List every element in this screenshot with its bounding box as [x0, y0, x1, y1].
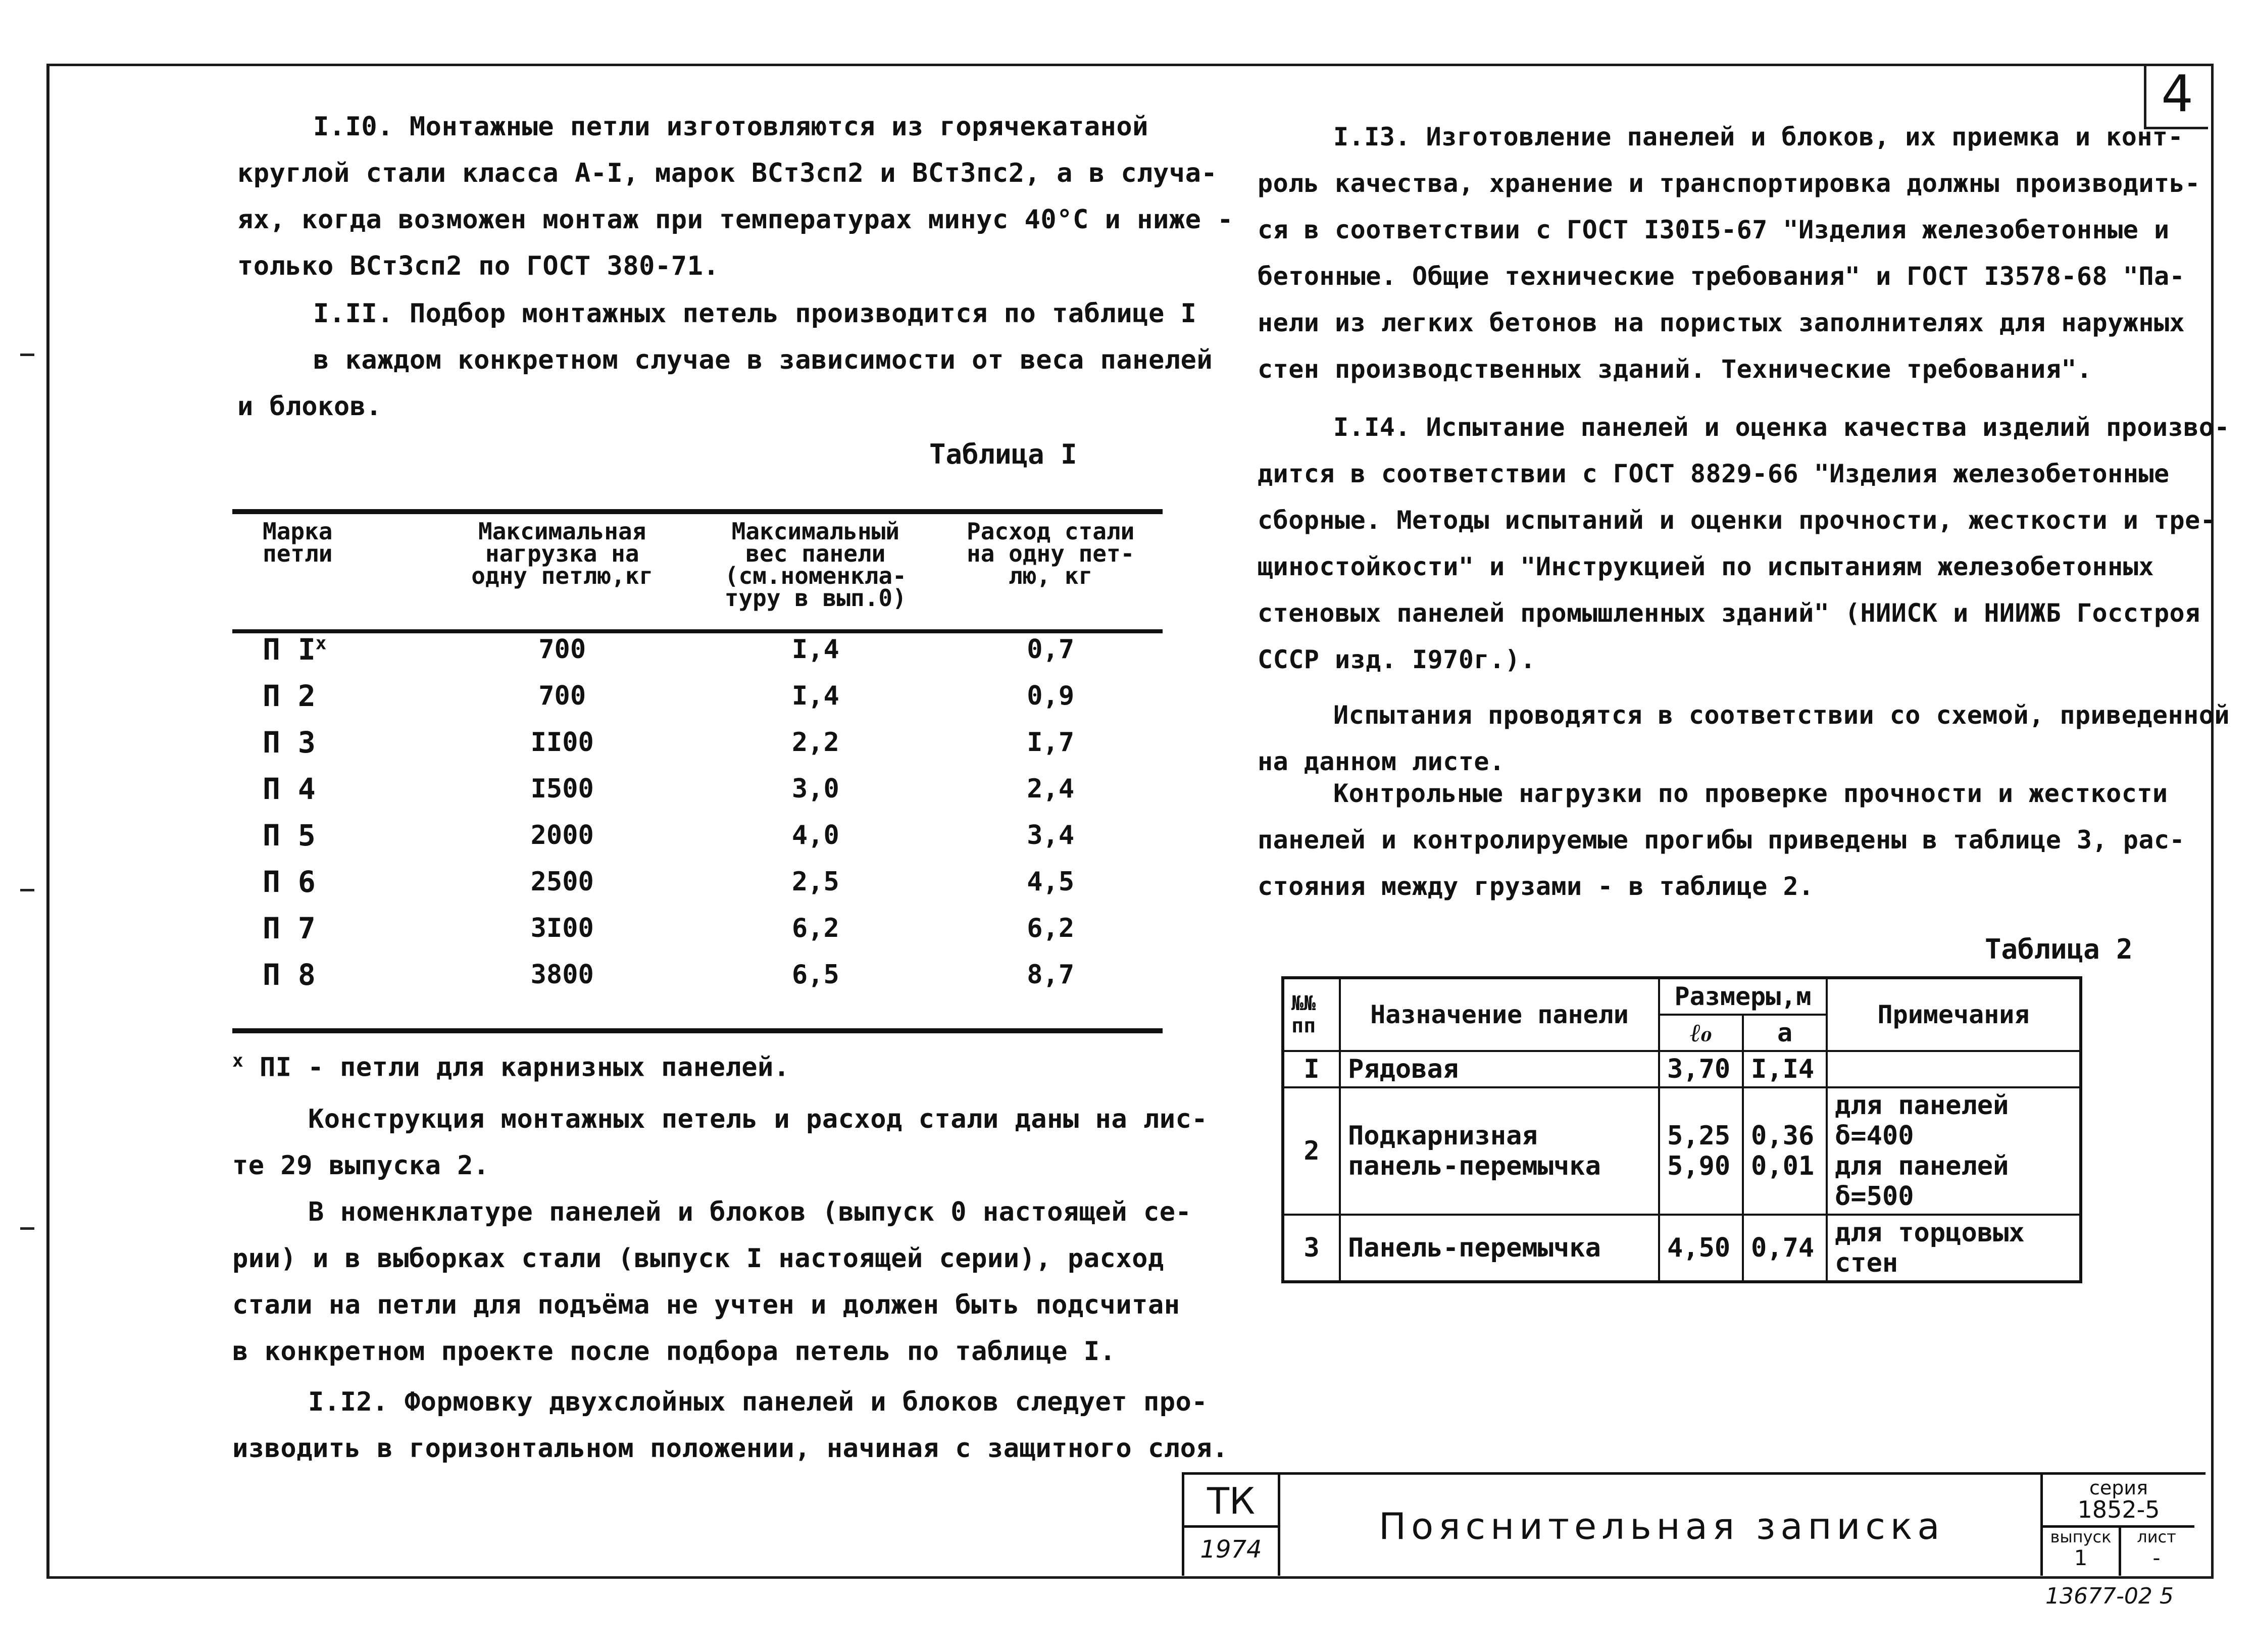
table2-cell-a: 0,36 0,01 [1743, 1087, 1827, 1215]
text-line: СССР изд. I970г.). [1258, 645, 1536, 674]
text-line: изводить в горизонтальном положении, начиная с защитного слоя. [232, 1433, 1229, 1464]
table2-cell-l0: 5,25 5,90 [1659, 1087, 1743, 1215]
table1-cell: 4,0 [791, 820, 839, 850]
margin-tick [20, 889, 34, 891]
table1-cell: 3I00 [530, 913, 594, 943]
table1-row [232, 905, 1163, 952]
paragraph-1-11 [237, 290, 1213, 430]
table1-cell: 3,4 [1027, 820, 1075, 850]
text-line: рии) и в выборках стали (выпуск I настоящей серии), расход [232, 1243, 1164, 1274]
header-text: Марка петли [263, 518, 333, 567]
table2-cell-purpose: Рядовая [1340, 1051, 1659, 1087]
paragraph-1-12 [232, 1379, 1228, 1472]
table1-row [232, 859, 1163, 905]
table1-header [938, 505, 1163, 626]
header-text: №№ пп [1291, 992, 1316, 1037]
table2-cell-num: 2 [1283, 1087, 1340, 1215]
table1-cell: 6,5 [791, 960, 839, 990]
text-line: стали на петли для подъёма не учтен и должен быть подсчитан [232, 1290, 1180, 1320]
table1-cell: 0,9 [1027, 681, 1075, 711]
text-line: в каждом конкретном случае в зависимости от веса панелей [313, 345, 1213, 375]
table2-cell-note [1827, 1051, 2081, 1087]
table1-cell: 6,2 [791, 913, 839, 943]
table1-cell: 2,2 [791, 727, 839, 758]
table1-cell: 2500 [530, 867, 594, 897]
table2-body [1283, 1051, 2081, 1282]
text-line: стояния между грузами - в таблице 2. [1258, 872, 1814, 901]
table1-cell: П 4 [263, 772, 316, 806]
text-line: те 29 выпуска 2. [232, 1150, 489, 1181]
text-line: только ВСт3сп2 по ГОСТ 380-71. [237, 251, 720, 281]
text-line: стеновых панелей промышленных зданий" (НИИСК и НИИЖБ Госстроя [1258, 598, 2200, 628]
footnote-marker: x [232, 1050, 244, 1071]
table1-row [232, 812, 1163, 859]
table2-row [1283, 1215, 2081, 1282]
paragraph-loads [1258, 770, 2185, 910]
table1-cell: II00 [530, 727, 594, 758]
table2-cell-l0: 4,50 [1659, 1215, 1743, 1282]
table1-cell: П 8 [263, 958, 316, 992]
stamp-issue-label: выпуск [2050, 1527, 2112, 1546]
table1-header [692, 505, 938, 626]
table1-cell: 6,2 [1027, 913, 1075, 943]
table1-cell: 3,0 [791, 774, 839, 804]
text-line: I.I4. Испытание панелей и оценка качества изделий произво- [1333, 413, 2230, 442]
text-line: панелей и контролируемые прогибы приведены в таблице 3, рас- [1258, 825, 2185, 855]
table1-row [232, 766, 1163, 812]
text-line: I.I0. Монтажные петли изготовляются из горячекатаной [313, 112, 1148, 142]
table2-header-a: а [1743, 1015, 1827, 1051]
text-line: I.I3. Изготовление панелей и блоков, их приемка и конт- [1333, 122, 2184, 152]
table2-cell-a: I,I4 [1743, 1051, 1827, 1087]
text-line: круглой стали класса А-I, марок ВСт3сп2 и ВСт3пс2, а в случа- [237, 158, 1218, 188]
table1-header [232, 505, 432, 626]
table2-row [1283, 1051, 2081, 1087]
table1-cell: 2000 [530, 820, 594, 850]
footnote-marker: x [315, 633, 327, 654]
stamp-org-cell [1182, 1475, 1280, 1576]
text-line: бетонные. Общие технические требования" и ГОСТ I3578-68 "Па- [1258, 262, 2185, 291]
stamp-divider [1184, 1525, 1278, 1528]
table2-cell-note: для панелей δ=400 для панелей δ=500 [1827, 1087, 2081, 1215]
stamp-year: 1974 [1200, 1535, 1262, 1564]
text-line: ях, когда возможен монтаж при температурах минус 40°С и ниже - [237, 205, 1234, 235]
table1-cell: I,4 [791, 634, 839, 665]
table1-caption: Таблица I [929, 438, 1077, 470]
footnote-text: ПI - петли для карнизных панелей. [260, 1052, 790, 1083]
table1-cell: I,7 [1027, 727, 1075, 758]
paragraph-1-13 [1258, 114, 2200, 392]
text-line: роль качества, хранение и транспортировка должны производить- [1258, 169, 2200, 198]
text-line: на данном листе. [1258, 747, 1505, 776]
table2-cell-a: 0,74 [1743, 1215, 1827, 1282]
text-line: дится в соответствии с ГОСТ 8829-66 "Изделия железобетонные [1258, 459, 2170, 488]
table1-row [232, 952, 1163, 998]
table1-cell: 0,7 [1027, 634, 1075, 665]
paragraph-steel [232, 1096, 1208, 1375]
table1-row [232, 719, 1163, 766]
text-line: ся в соответствии с ГОСТ I30I5-67 "Изделия железобетонные и [1258, 215, 2170, 244]
text-line: и блоков. [237, 391, 382, 422]
table2-header-purpose: Назначение панели [1340, 978, 1659, 1051]
table1-cell: 700 [538, 681, 586, 711]
stamp-sheet-label: лист [2137, 1527, 2176, 1546]
table2-cell-purpose: Подкарнизная панель-перемычка [1340, 1087, 1659, 1215]
stamp-sheet: - [2152, 1545, 2161, 1570]
text-line: нели из легких бетонов на пористых заполнителях для наружных [1258, 308, 2185, 337]
table2-header-num [1283, 978, 1340, 1051]
header-text: Расход стали на одну пет- лю, кг [967, 518, 1135, 589]
text-line: щиностойкости" и "Инструкцией по испытаниям железобетонных [1258, 552, 2154, 581]
table2-cell-purpose: Панель-перемычка [1340, 1215, 1659, 1282]
table2-row [1283, 1087, 2081, 1215]
stamp-org: ТК [1207, 1480, 1256, 1522]
text-line: Конструкция монтажных петель и расход стали даны на лис- [308, 1104, 1208, 1134]
table1-row [232, 673, 1163, 719]
table1-row [232, 626, 1163, 673]
table1-cell: П 5 [263, 818, 316, 853]
table1-cell: 700 [538, 634, 586, 665]
table2-cell-num: 3 [1283, 1215, 1340, 1282]
table2-header-notes: Примечания [1827, 978, 2081, 1051]
text-line: стен производственных зданий. Технические требования". [1258, 355, 2092, 384]
table2-cell-note: для торцовых стен [1827, 1215, 2081, 1282]
table1-cell: 3800 [530, 960, 594, 990]
paragraph-1-10 [237, 104, 1233, 289]
table1-cell: I500 [530, 774, 594, 804]
table1-cell: 2,4 [1027, 774, 1075, 804]
stamp-series-label: серия [2089, 1477, 2148, 1499]
table1-cell: П 6 [263, 865, 316, 899]
header-text: Максимальный вес панели (см.номенкла- туру в вып.0) [724, 518, 907, 612]
table-2 [1281, 976, 2082, 1283]
text-line: Испытания проводятся в соответствии со схемой, приведенной [1333, 700, 2230, 730]
text-line: В номенклатуре панелей и блоков (выпуск 0 настоящей се- [308, 1197, 1192, 1227]
table1-cell: 4,5 [1027, 867, 1075, 897]
archive-number: 13677-02 5 [2045, 1583, 2174, 1609]
header-text: Максимальная нагрузка на одну петлю,кг [471, 518, 654, 589]
table1-cell: П 3 [263, 725, 316, 760]
stamp-series: 1852-5 [2077, 1496, 2160, 1523]
table1-cell: I,4 [791, 681, 839, 711]
table1-bottom-rule [232, 1028, 1163, 1033]
table2-header-l0: ℓ₀ [1659, 1015, 1743, 1051]
paragraph-1-14 [1258, 404, 2230, 683]
stamp-title: Пояснительная записка [1379, 1505, 1945, 1547]
table1-body [232, 626, 1163, 998]
text-line: в конкретном проекте после подбора петель по таблице I. [232, 1336, 1116, 1367]
table1-cell: 8,7 [1027, 960, 1075, 990]
table1-header [432, 505, 692, 626]
stamp-issue: 1 [2074, 1545, 2088, 1570]
text-line: I.II. Подбор монтажных петель производится по таблице I [313, 298, 1197, 329]
margin-tick [20, 354, 34, 356]
text-line: сборные. Методы испытаний и оценки прочности, жесткости и тре- [1258, 506, 2216, 535]
table1-cell: П 2 [263, 679, 316, 713]
title-block [1182, 1472, 2206, 1576]
table1-footnote [232, 1038, 790, 1090]
stamp-series-cell [2040, 1475, 2208, 1576]
table1-cell: 2,5 [791, 867, 839, 897]
table-1 [232, 505, 1163, 998]
table2-cell-l0: 3,70 [1659, 1051, 1743, 1087]
text-line: Контрольные нагрузки по проверке прочности и жесткости [1333, 779, 2168, 808]
table1-cell: П $I^x$ [263, 632, 327, 667]
table1-cell: П 7 [263, 911, 316, 945]
table2-cell-num: I [1283, 1051, 1340, 1087]
table2-caption: Таблица 2 [1985, 933, 2133, 965]
sheet-number: 4 [2161, 64, 2193, 123]
text-line: I.I2. Формовку двухслойных панелей и блоков следует про- [308, 1387, 1208, 1417]
table2-header-sizes: Размеры,м [1659, 978, 1827, 1015]
margin-tick [20, 1227, 34, 1230]
